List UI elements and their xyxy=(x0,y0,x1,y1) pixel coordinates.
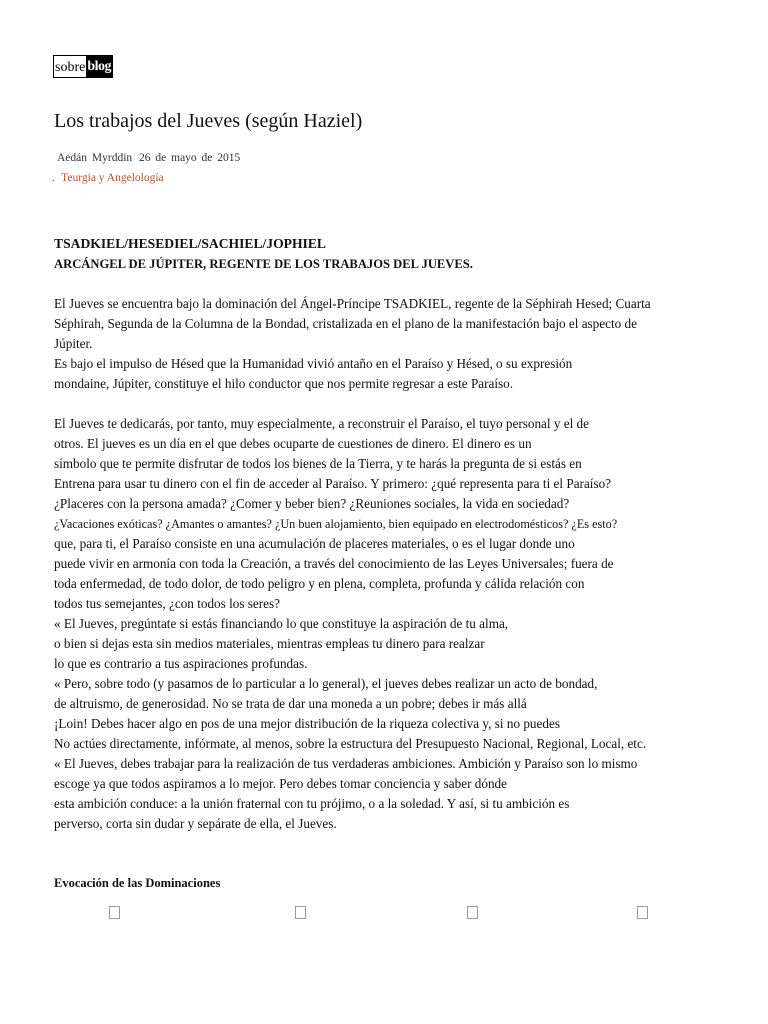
paragraph-line: Entrena para usar tu dinero con el fin de acceder al Paraíso. Y primero: ¿qué representa para ti el Paraíso? xyxy=(54,476,612,491)
broken-image-icon[interactable] xyxy=(467,906,478,919)
paragraph-line: toda enfermedad, de todo dolor, de todo peligro y en plena, completa, profunda y cálida relación con xyxy=(54,576,585,591)
category-label: Teurgia y Angelología xyxy=(61,172,164,184)
heading-archangels: TSADKIEL/HESEDIEL/SACHIEL/JOPHIEL xyxy=(54,236,326,251)
paragraph-line: ¡Loin! Debes hacer algo en pos de una mejor distribución de la riqueza colectiva y, si no puedes xyxy=(54,716,560,731)
paragraph-line: ¿Placeres con la persona amada? ¿Comer y beber bien? ¿Reuniones sociales, la vida en sociedad? xyxy=(54,496,570,511)
paragraph-line: « Pero, sobre todo (y pasamos de lo particular a lo general), el jueves debes realizar un acto de bondad, xyxy=(54,676,598,691)
paragraph-line: escoge ya que todos aspiramos a lo mejor. Pero debes tomar conciencia y saber dónde xyxy=(54,776,507,791)
paragraph-line: No actúes directamente, infórmate, al menos, sobre la estructura del Presupuesto Nacional, Regional, Local, etc. xyxy=(54,736,647,751)
bullet-icon: . xyxy=(52,173,55,184)
paragraph-line: mondaine, Júpiter, constituye el hilo conductor que nos permite regresar a este Paraíso. xyxy=(54,376,514,391)
paragraph-line: de altruismo, de generosidad. No se trata de dar una moneda a un pobre; debes ir más allá xyxy=(54,696,527,711)
broken-image-icon[interactable] xyxy=(109,906,120,919)
spacer xyxy=(54,274,724,294)
paragraph-line: esta ambición conduce: a la unión fraternal con tu prójimo, o a la soledad. Y así, si tu ambición es xyxy=(54,796,570,811)
paragraph-line: perverso, corta sin dudar y sepárate de ella, el Jueves. xyxy=(54,816,337,831)
heading-archangel-jupiter: ARCÁNGEL DE JÚPITER, REGENTE DE LOS TRABAJOS DEL JUEVES. xyxy=(54,257,473,271)
paragraph-line: puede vivir en armonía con toda la Creación, a través del conocimiento de las Leyes Universales; fuera de xyxy=(54,556,614,571)
paragraph-line: símbolo que te permite disfrutar de todos los bienes de la Tierra, y te harás la pregunta de si estás en xyxy=(54,456,582,471)
paragraph-line: El Jueves te dedicarás, por tanto, muy especialmente, a reconstruir el Paraíso, el tuyo personal y el de xyxy=(54,416,590,431)
paragraph-line: El Jueves se encuentra bajo la dominación del Ángel-Príncipe TSADKIEL, regente de la Séphirah Hesed; Cuarta xyxy=(54,296,651,311)
paragraph-line: lo que es contrario a tus aspiraciones profundas. xyxy=(54,656,308,671)
post-title: Los trabajos del Jueves (según Haziel) xyxy=(54,110,363,132)
post-meta xyxy=(57,150,242,166)
post-author[interactable]: Aedán Myrddin xyxy=(57,152,133,164)
section-heading-evocacion: Evocación de las Dominaciones xyxy=(54,876,221,890)
paragraph-line: Júpiter. xyxy=(54,336,93,351)
logo-text-blog: blog xyxy=(86,55,113,78)
site-logo[interactable] xyxy=(53,55,113,78)
paragraph-line: ¿Vacaciones exóticas? ¿Amantes o amantes? ¿Un buen alojamiento, bien equipado en electrodomésticos? ¿Es esto? xyxy=(54,517,618,531)
paragraph-line: Séphirah, Segunda de la Columna de la Bondad, cristalizada en el plano de la manifestación bajo el aspecto de xyxy=(54,316,637,331)
category-link[interactable] xyxy=(52,170,164,187)
paragraph-line: o bien si dejas esta sin medios materiales, mientras empleas tu dinero para realzar xyxy=(54,636,485,651)
paragraph-line: Es bajo el impulso de Hésed que la Humanidad vivió antaño en el Paraíso y Hésed, o su expresión xyxy=(54,356,573,371)
paragraph-line: « El Jueves, pregúntate si estás financiando lo que constituye la aspiración de tu alma, xyxy=(54,616,509,631)
paragraph-line: que, para ti, el Paraíso consiste en una acumulación de placeres materiales, o es el lugar donde uno xyxy=(54,536,575,551)
paragraph-line: « El Jueves, debes trabajar para la realización de tus verdaderas ambiciones. Ambición y Paraíso son lo mismo xyxy=(54,756,638,771)
post-date: 26 de mayo de 2015 xyxy=(139,152,241,164)
logo-text-sobre: sobre xyxy=(53,55,86,78)
broken-image-icon[interactable] xyxy=(295,906,306,919)
broken-image-icon[interactable] xyxy=(637,906,648,919)
paragraph-line: otros. El jueves es un día en el que debes ocuparte de cuestiones de dinero. El dinero es un xyxy=(54,436,532,451)
post-body xyxy=(54,234,724,834)
spacer xyxy=(54,394,724,414)
paragraph-line: todos tus semejantes, ¿con todos los seres? xyxy=(54,596,280,611)
